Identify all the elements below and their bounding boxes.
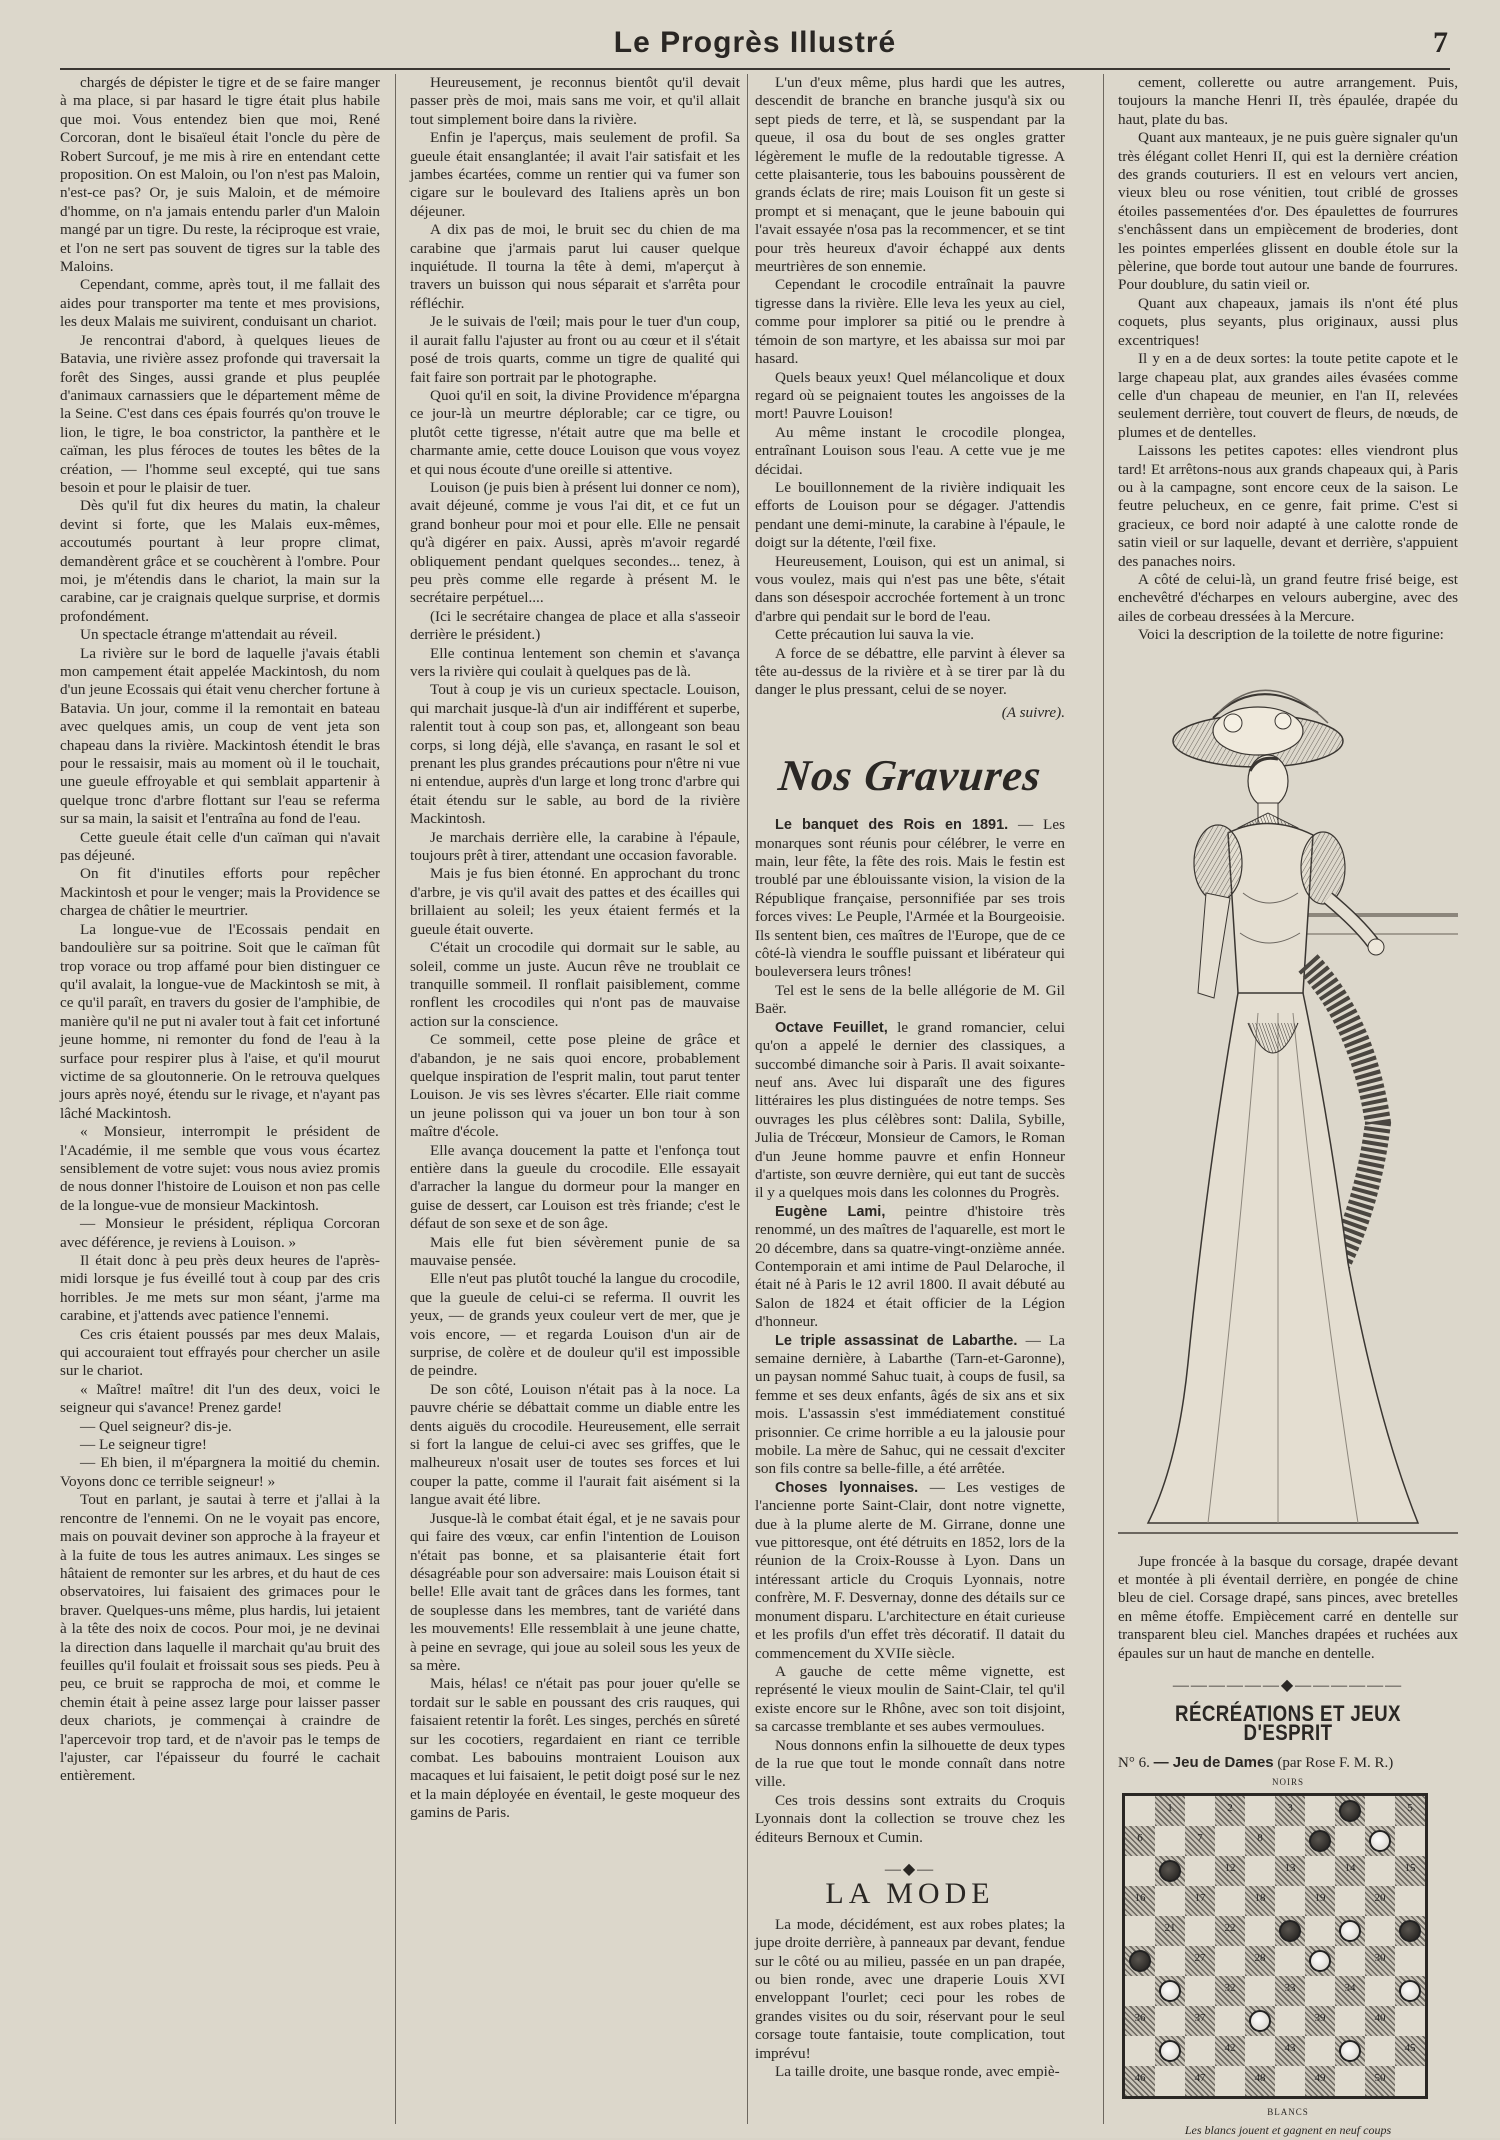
board-square-light bbox=[1185, 1796, 1215, 1826]
board-square-11 bbox=[1155, 1856, 1185, 1886]
gravure-item bbox=[755, 1203, 1065, 1332]
story-paragraph: — Le seigneur tigre! bbox=[80, 1436, 207, 1454]
ornament-divider: ——————◆—————— bbox=[1172, 1677, 1404, 1695]
gravure-text: peintre d'histoire très renommé, un des maîtres de l'aquarelle, est mort le 20 décembre, dans sa quatre-vingt-onzième année. Contemporain et ami intime de Paul Delaroche, il était né à Paris le 12 avril 1800. Il avait débuté au Salon de 1824 et était officier de la Légion d'honneur. bbox=[755, 1202, 1065, 1331]
column-rule bbox=[395, 74, 396, 2124]
story-paragraph: Au même instant le crocodile plongea, entraînant Louison sous l'eau. A cette vue je me décidai. bbox=[755, 423, 1065, 478]
board-square-light bbox=[1335, 2006, 1365, 2036]
board-square-48 bbox=[1245, 2066, 1275, 2096]
story-paragraph: chargés de dépister le tigre et de se faire manger à ma place, si par hasard le tigre était plus habile que moi. Vous entendez bien que moi, René Corcoran, dont le bisaïeul était l'oncle du père de Robert Surcouf, je me mis à rire en entendant cette proposition. On est Maloin, ou l'on n'est pas Maloin, n'est-ce pas? Or, je suis Maloin, et de mémoire d'homme, on n'a jamais entendu parler d'un Maloin mangé par un tigre. Du reste, la réciproque est vraie, et l'on ne sert pas souvent de tigres sur la table des Maloins. bbox=[60, 74, 380, 276]
board-square-21 bbox=[1155, 1916, 1185, 1946]
board-square-light bbox=[1125, 1976, 1155, 2006]
problem-title: — Jeu de Dames bbox=[1153, 1754, 1274, 1772]
board-square-22 bbox=[1215, 1916, 1245, 1946]
board-square-light bbox=[1245, 1856, 1275, 1886]
square-number: 39 bbox=[1314, 2012, 1326, 2025]
board-square-29 bbox=[1305, 1946, 1335, 1976]
problem-number: N° 6. bbox=[1118, 1755, 1150, 1772]
board-square-20 bbox=[1365, 1886, 1395, 1916]
board-square-39 bbox=[1305, 2006, 1335, 2036]
board-square-light bbox=[1155, 2066, 1185, 2096]
board-square-13 bbox=[1275, 1856, 1305, 1886]
white-piece bbox=[1309, 1950, 1331, 1972]
square-number: 43 bbox=[1284, 2042, 1296, 2055]
story-paragraph: Cependant le crocodile entraînait la pauvre tigresse dans la rivière. Elle leva les yeux au ciel, comme pour implorer sa pitié ou le prendre à témoin de son martyre, et les abaissa sur moi par hasard. bbox=[755, 276, 1065, 368]
story-paragraph: Mais elle fut bien sévèrement punie de sa mauvaise pensée. bbox=[410, 1233, 740, 1269]
board-square-28 bbox=[1245, 1946, 1275, 1976]
problem-heading bbox=[1118, 1754, 1458, 1772]
gravure-lead: Le banquet des Rois en 1891. bbox=[775, 817, 1009, 834]
checkers-board bbox=[1122, 1793, 1428, 2099]
square-number: 16 bbox=[1134, 1892, 1146, 1905]
gravure-item bbox=[755, 816, 1065, 982]
square-number: 37 bbox=[1194, 2012, 1206, 2025]
gravure-item bbox=[755, 1019, 1065, 1203]
black-piece bbox=[1279, 1920, 1301, 1942]
board-square-16 bbox=[1125, 1886, 1155, 1916]
to-be-continued: (A suivre). bbox=[1001, 703, 1065, 721]
mode-heading: LA MODE bbox=[825, 1877, 995, 1911]
story-paragraph: (Ici le secrétaire changea de place et alla s'asseoir derrière le président.) bbox=[410, 607, 740, 644]
square-number: 17 bbox=[1194, 1892, 1206, 1905]
board-square-8 bbox=[1245, 1826, 1275, 1856]
fashion-paragraph: A côté de celui-là, un grand feutre frisé beige, est enchevêtré d'écharpes en velours aubergine, avec des ailes de corbeau dressées à la Mercure. bbox=[1118, 570, 1458, 625]
board-square-light bbox=[1275, 1886, 1305, 1916]
board-square-light bbox=[1335, 1826, 1365, 1856]
gravures-heading: Nos Gravures bbox=[776, 751, 1044, 801]
board-square-33 bbox=[1275, 1976, 1305, 2006]
board-square-light bbox=[1245, 1796, 1275, 1826]
gravure-lead: Le triple assassinat de Labarthe. bbox=[775, 1332, 1018, 1349]
story-paragraph: On fit d'inutiles efforts pour repêcher Mackintosh et pour le venger; mais la Providence se chargea de châtier le meurtrier. bbox=[60, 865, 380, 920]
board-square-light bbox=[1365, 2036, 1395, 2066]
gravure-lead: Octave Feuillet, bbox=[775, 1019, 888, 1036]
gravure-text: — La semaine dernière, à Labarthe (Tarn-et-Garonne), un paysan nommé Sahuc tuait, à coups de fusil, sa femme et ses deux enfants, âgés de six ans et six mois. L'assassin s'est immédiatement constitué prisonnier. Ce crime horrible a eu la jalousie pour mobile. La mère de Sahuc, qui ne cessait d'exciter son fils contre sa belle-fille, a été arrêtée. bbox=[755, 1331, 1065, 1478]
board-square-31 bbox=[1155, 1976, 1185, 2006]
black-piece bbox=[1339, 1800, 1361, 1822]
board-square-44 bbox=[1335, 2036, 1365, 2066]
board-square-light bbox=[1215, 1886, 1245, 1916]
problem-author: (par Rose F. M. R.) bbox=[1277, 1755, 1394, 1772]
fashion-paragraph: Voici la description de la toilette de notre figurine: bbox=[1138, 626, 1444, 644]
fashion-column bbox=[1118, 74, 1458, 2138]
square-number: 8 bbox=[1257, 1832, 1263, 1845]
story-paragraph: Tout en parlant, je sautai à terre et j'allai à la rencontre de l'ennemi. On ne le voyait pas encore, mais on pouvait deviner son approche à la frayeur et à la fuite de tous les autres animaux. Les singes se hâtaient de remonter sur les arbres, et du haut de ces observatoires, lui faisaient des grimaces pour le braver. Quelques-uns même, plus hardis, lui jetaient à la tête des noix de cocos. Pour moi, je ne devinai la direction dans laquelle il marchait qu'au bruit des feuilles qu'il foulait et froissait sous ses pieds. Peu à peu, ce bruit se rapprocha de moi, et comme le chemin était à peine assez large pour laisser passer deux chariots, je commençai à craindre de l'apercevoir trop tard, et de n'avoir pas le temps de l'ajuster, car l'épaisseur du fourré le cachait entièrement. bbox=[60, 1491, 380, 1785]
story-paragraph: Cette précaution lui sauva la vie. bbox=[775, 626, 975, 644]
black-side-label: NOIRS bbox=[1271, 1776, 1304, 1787]
square-number: 19 bbox=[1314, 1892, 1326, 1905]
gravure-text: le grand romancier, celui qu'on a appelé le dernier des classiques, a succombé dimanche soir à Paris. Il avait soixante-neuf ans. Avec lui disparaît une des figures littéraires les plus distinguées de notre temps. Ses ouvrages les plus célèbres sont: Dalila, Sybille, Julia de Trécœur, Monsieur de Camors, le Roman d'un Jeune homme pauvre et enfin Honneur d'artiste, son œuvre dernière, qui eut tant de succès il y a quelques mois dans les colonnes du Progrès. bbox=[755, 1018, 1065, 1202]
fashion-paragraph: Laissons les petites capotes: elles viendront plus tard! Et arrêtons-nous aux grands chapeaux qui, à Paris ou à la campagne, sont encore ceux de la saison. Le feutre pelucheux, en ce genre, fait prime. C'est si gracieux, ce bord noir adapté à une calotte ronde de satin vieil or sur laquelle, devant et derrière, s'appuient des panaches noirs. bbox=[1118, 442, 1458, 570]
board-square-light bbox=[1215, 2006, 1245, 2036]
board-square-light bbox=[1185, 2036, 1215, 2066]
square-number: 42 bbox=[1224, 2042, 1236, 2055]
story-paragraph: Tout à coup je vis un curieux spectacle. Louison, qui marchait jusque-là d'un air indifférent et superbe, ralentit tout à coup son pas, et, allongeant son beau corps, si long déjà, elle s'avança, en rasant le sol et prenant les plus grandes précautions pour n'être ni vue ni entendue, auprès d'un large et long tronc d'arbre qui était étendu sur le sable, au bord de la rivière Mackintosh. bbox=[410, 681, 741, 828]
black-piece bbox=[1309, 1830, 1331, 1852]
board-square-47 bbox=[1185, 2066, 1215, 2096]
story-paragraph: Mais je fus bien étonné. En approchant du tronc d'arbre, je vis qu'il avait des pattes et des écailles qui brillaient au soleil; les yeux étaient fermés et la gueule était ouverte. bbox=[410, 865, 740, 938]
story-column-3 bbox=[755, 74, 1065, 2124]
board-square-24 bbox=[1335, 1916, 1365, 1946]
story-paragraph: Elle continua lentement son chemin et s'avança vers la rivière qui coulait à quelques pas de là. bbox=[410, 644, 740, 680]
story-paragraph: Elle n'eut pas plutôt touché la langue du crocodile, que la gueule de celui-ci se referma. Il ouvrit les yeux, — de grands yeux couleur vert de mer, que je vois encore, — et regarda Louison d'un air de surprise, de colère et de douleur qu'il est impossible de peindre. bbox=[410, 1270, 740, 1380]
gravure-text: — Les vestiges de l'ancienne porte Saint-Clair, dont notre vignette, due à la plume alerte de M. Girrane, donne une vue pittoresque, ont été détruits en 1852, lors de la réunion de la Croix-Rousse à Lyon. Dans un intéressant article du Croquis Lyonnais, notre confrère, M. F. Desvernay, donne des détails sur ce monument disparu. L'architecture en était curieuse et les profils d'un effet très décoratif. Il datait du commencement du XVIIe siècle. bbox=[755, 1478, 1065, 1662]
board-square-40 bbox=[1365, 2006, 1395, 2036]
board-square-26 bbox=[1125, 1946, 1155, 1976]
figure-caption: Jupe froncée à la basque du corsage, drapée devant et montée à pli éventail derrière, en pongée de chine bleu de ciel. Corsage drapé, sans pinces, avec bretelles en même étoffe. Empiècement carré en dentelle sur transparent bleu ciel. Manches drapées et ruchées aux épaules sur un haut de manche en dentelle. bbox=[1118, 1553, 1458, 1662]
story-column-1 bbox=[60, 74, 380, 2124]
gravure-lead: Choses lyonnaises. bbox=[775, 1479, 919, 1496]
board-square-light bbox=[1395, 2066, 1425, 2096]
board-square-light bbox=[1155, 1826, 1185, 1856]
board-square-light bbox=[1185, 1856, 1215, 1886]
story-paragraph: Je rencontrai d'abord, à quelques lieues de Batavia, une rivière assez profonde qui traversait la forêt des Singes, aussi grande et plus peuplée d'animaux carnassiers que le département même de la Seine. C'est dans ces épais fourrés qu'on trouve le lion, le tigre, le boa constrictor, la panthère et le caïman, les plus féroces de toutes les bêtes de la création, — l'homme seul excepté, qui tue sans besoin et pour le plaisir de tuer. bbox=[60, 331, 380, 496]
square-number: 12 bbox=[1224, 1862, 1236, 1875]
board-square-light bbox=[1365, 1976, 1395, 2006]
gravure-item bbox=[755, 1332, 1065, 1479]
square-number: 1 bbox=[1167, 1802, 1173, 1815]
board-square-36 bbox=[1125, 2006, 1155, 2036]
board-square-light bbox=[1125, 2036, 1155, 2066]
board-square-light bbox=[1365, 1916, 1395, 1946]
story-paragraph: Enfin je l'aperçus, mais seulement de profil. Sa gueule était ensanglantée; il avait l'air satisfait et les jambes écartées, comme un rentier qui va fumer son cigare sur le boulevard des Italiens après un bon déjeuner. bbox=[410, 129, 740, 220]
story-paragraph: Un spectacle étrange m'attendait au réveil. bbox=[80, 626, 338, 644]
story-column-2 bbox=[410, 74, 740, 2124]
newspaper-title: Le Progrès Illustré bbox=[613, 26, 897, 59]
square-number: 3 bbox=[1287, 1802, 1293, 1815]
square-number: 46 bbox=[1134, 2072, 1146, 2085]
board-square-38 bbox=[1245, 2006, 1275, 2036]
fashion-figure-illustration bbox=[1118, 663, 1458, 1543]
recreations-heading: RÉCRÉATIONS ET JEUX D'ESPRIT bbox=[1175, 1701, 1401, 1745]
board-square-1 bbox=[1155, 1796, 1185, 1826]
page-header bbox=[60, 18, 1450, 70]
square-number: 49 bbox=[1314, 2072, 1326, 2085]
board-square-10 bbox=[1365, 1826, 1395, 1856]
board-square-18 bbox=[1245, 1886, 1275, 1916]
white-piece bbox=[1159, 1980, 1181, 2002]
square-number: 27 bbox=[1194, 1952, 1206, 1965]
board-square-light bbox=[1305, 2036, 1335, 2066]
story-paragraph: Il était donc à peu près deux heures de l'après-midi lorsque je fus éveillé tout à coup par des cris horribles. Je me mets sur mon séant, j'arme ma carabine, et j'attends avec patience l'ennemi. bbox=[60, 1252, 380, 1325]
story-paragraph: « Maître! maître! dit l'un des deux, voici le seigneur qui s'avance! Prenez garde! bbox=[60, 1380, 380, 1417]
square-number: 14 bbox=[1344, 1862, 1356, 1875]
board-square-light bbox=[1275, 2006, 1305, 2036]
story-paragraph: L'un d'eux même, plus hardi que les autres, descendit de branche en branche jusqu'à six ou sept pieds de terre, et là, se suspendant par la queue, il osa du bout de ses ongles gratter légèrement le mufle de la redoutable tigresse. A cette plaisanterie, tous les babouins poussèrent de grands éclats de rire; mais Louison fit un geste si prompt et si menaçant, que le jeune babouin qui l'avait essayée n'osa pas la recommencer, et se tint pour très heureux d'avoir échappé aux dents meurtrières de son ennemie. bbox=[755, 74, 1065, 276]
gravure-text: A gauche de cette même vignette, est représenté le vieux moulin de Saint-Clair, tel qu'il existe encore sur le Rhône, avec son toit disjoint, sa carcasse tremblante et ses aubes vermoulues. bbox=[755, 1662, 1065, 1736]
board-square-light bbox=[1335, 1886, 1365, 1916]
board-square-50 bbox=[1365, 2066, 1395, 2096]
story-paragraph: A force de se débattre, elle parvint à élever sa tête au-dessus de la rivière et à se tirer par là du danger le plus pressant, celui de se noyer. bbox=[755, 644, 1065, 699]
square-number: 32 bbox=[1224, 1982, 1236, 1995]
board-square-49 bbox=[1305, 2066, 1335, 2096]
fashion-paragraph: Quant aux manteaux, je ne puis guère signaler qu'un très élégant collet Henri II, qui est la dernière création des grands couturiers. Il est en velours vert ancien, vieux bleu ou rose vénitien, tout criblé de grosses étoiles passementées d'or. Des épaulettes de fourrures s'enchâssent dans un empiècement de broderies, dont les pointes emperlées glissent en double étole sur la pèlerine, que borde tout autour une bande de fourrures. Pour doublure, du satin vieil or. bbox=[1118, 129, 1458, 294]
board-square-light bbox=[1365, 1856, 1395, 1886]
mode-text bbox=[755, 1916, 1065, 2082]
fashion-paragraph: cement, collerette ou autre arrangement. Puis, toujours la manche Henri II, très épaulée, drapée du haut, plate du bas. bbox=[1118, 74, 1458, 128]
problem-instruction: Les blancs jouent et gagnent en neuf coups bbox=[1184, 2123, 1392, 2138]
board-square-light bbox=[1215, 1826, 1245, 1856]
square-number: 22 bbox=[1224, 1922, 1236, 1935]
board-square-15 bbox=[1395, 1856, 1425, 1886]
gravure-item bbox=[755, 1663, 1065, 1737]
gravure-text: Ces trois dessins sont extraits du Croquis Lyonnais dont la collection se trouve chez les éditeurs Bernoux et Cumin. bbox=[755, 1791, 1065, 1846]
board-square-25 bbox=[1395, 1916, 1425, 1946]
gravure-item bbox=[755, 1737, 1065, 1792]
white-piece bbox=[1339, 1920, 1361, 1942]
board-square-light bbox=[1305, 1856, 1335, 1886]
ornament-divider: —◆— bbox=[884, 1860, 936, 1878]
gravure-item bbox=[755, 1792, 1065, 1847]
white-side-label: BLANCS bbox=[1267, 2107, 1309, 2118]
square-number: 6 bbox=[1137, 1832, 1143, 1845]
board-square-light bbox=[1155, 2006, 1185, 2036]
story-paragraph: La rivière sur le bord de laquelle j'avais établi mon campement était appelée Mackintosh, du nom d'un jeune Ecossais qui était venu chercher fortune à Batavia. Un jour, comme il la remontait en bateau avec quelques amis, un coup de vent jeta son chapeau dans la rivière. Mackintosh étendit le bras pour le ressaisir, mais au moment où il le touchait, une gueule effroyable et qui semblait appartenir à quelque tronc d'arbre flottant sur l'eau se referma sur sa main, la saisit et l'entraîna au fond de l'eau. bbox=[60, 644, 380, 828]
fashion-paragraph: Quant aux chapeaux, jamais ils n'ont été plus coquets, plus seyants, plus originaux, aussi plus excentriques! bbox=[1118, 294, 1458, 349]
board-square-light bbox=[1365, 1796, 1395, 1826]
woman-in-dress-image bbox=[1118, 663, 1458, 1543]
board-square-light bbox=[1395, 1886, 1425, 1916]
board-square-light bbox=[1245, 1916, 1275, 1946]
board-square-light bbox=[1335, 2066, 1365, 2096]
square-number: 13 bbox=[1284, 1862, 1296, 1875]
story-paragraph: Heureusement, Louison, qui est un animal, si vous voulez, mais qui n'est pas une bête, s'était dans son désespoir accrochée fortement à un tronc d'arbre qui pendait sur le bord de l'eau. bbox=[755, 552, 1065, 625]
board-square-light bbox=[1245, 1976, 1275, 2006]
board-square-27 bbox=[1185, 1946, 1215, 1976]
gravure-text: Tel est le sens de la belle allégorie de M. Gil Baër. bbox=[755, 981, 1065, 1018]
board-square-43 bbox=[1275, 2036, 1305, 2066]
black-piece bbox=[1399, 1920, 1421, 1942]
square-number: 30 bbox=[1374, 1952, 1386, 1965]
story-paragraph: A dix pas de moi, le bruit sec du chien de ma carabine que j'armais parut lui causer quelque inquiétude. Il tourna la tête à demi, m'aperçut à travers un buisson qui nous séparait et s'arrêta pour réfléchir. bbox=[410, 221, 740, 312]
board-square-45 bbox=[1395, 2036, 1425, 2066]
white-piece bbox=[1249, 2010, 1271, 2032]
square-number: 33 bbox=[1284, 1982, 1296, 1995]
white-piece bbox=[1369, 1830, 1391, 1852]
story-paragraph: Jusque-là le combat était égal, et je ne savais pour qui faire des vœux, car enfin l'intention de Louison n'était pas bonne, et sa plaisanterie était fort désagréable pour son adversaire: mais Louison était si belle! Elle avait tant de grâces dans les formes, tant de souplesse dans les membres, tant de variété dans les mouvements! Elle ressemblait à une jeune chatte, à peine en sevrage, qui joue au soleil sous les yeux de sa mère. bbox=[410, 1509, 740, 1674]
column-rule bbox=[1103, 74, 1104, 2124]
story-paragraph: Louison (je puis bien à présent lui donner ce nom), avait déjeuné, comme je vous l'ai dit, et ce fut un grand bonheur pour moi et pour elle. Elle ne pensait qu'à digérer en paix. Aussi, après m'avoir regardé obliquement pendant quelques secondes... tenez, à peu près comme elle regarde à présent M. le secrétaire perpétuel.... bbox=[410, 478, 740, 607]
story-paragraph: Le bouillonnement de la rivière indiquait les efforts de Louison pour se dégager. J'attendis pendant une demi-minute, la carabine à l'épaule, le doigt sur la détente, l'œil fixe. bbox=[755, 478, 1065, 552]
story-paragraph: Cette gueule était celle d'un caïman qui n'avait pas déjeuné. bbox=[60, 828, 380, 865]
story-paragraph: Je marchais derrière elle, la carabine à l'épaule, toujours prêt à tirer, attendant une occasion favorable. bbox=[410, 828, 740, 865]
story-paragraph: Ces cris étaient poussés par mes deux Malais, qui accouraient tout effrayés pour chercher un asile sur le chariot. bbox=[60, 1325, 380, 1380]
board-square-light bbox=[1395, 2006, 1425, 2036]
board-square-34 bbox=[1335, 1976, 1365, 2006]
story-paragraph: Cependant, comme, après tout, il me fallait des aides pour transporter ma tente et mes provisions, les deux Malais me suivirent, conduisant un chariot. bbox=[60, 276, 380, 331]
story-paragraph: Dès qu'il fut dix heures du matin, la chaleur devint si forte, que les Malais eux-mêmes, accoutumés pourtant à leur propre climat, demandèrent grâce et se couchèrent à l'ombre. Pour moi, je m'étendis dans le chariot, la main sur la carabine, car je craignais quelque surprise, et dormis profondément. bbox=[60, 497, 380, 625]
board-square-46 bbox=[1125, 2066, 1155, 2096]
board-square-37 bbox=[1185, 2006, 1215, 2036]
mode-paragraph: La taille droite, une basque ronde, avec empiè- bbox=[775, 2063, 1060, 2081]
board-square-light bbox=[1125, 1916, 1155, 1946]
fashion-paragraph: Il y en a de deux sortes: la toute petite capote et le large chapeau plat, aux grandes ailes évasées comme celle d'un chapeau de meunier, en l'an II, relevées seulement derrière, tout couvert de fleurs, de nœuds, de plumes et de dentelles. bbox=[1118, 350, 1458, 441]
board-square-2 bbox=[1215, 1796, 1245, 1826]
story-paragraph: Heureusement, je reconnus bientôt qu'il devait passer près de moi, mais sans me voir, et qu'il allait tout simplement boire dans la rivière. bbox=[410, 74, 740, 128]
square-number: 20 bbox=[1374, 1892, 1386, 1905]
white-piece bbox=[1339, 2040, 1361, 2062]
board-square-4 bbox=[1335, 1796, 1365, 1826]
square-number: 5 bbox=[1407, 1802, 1413, 1815]
story-paragraph: Elle avança doucement la patte et l'enfonça tout entière dans la gueule du crocodile. Elle essayait d'arracher la langue du dormeur pour la manger en guise de dessert, car Louison est très friande; c'est le défaut de son sexe et de son âge. bbox=[410, 1141, 740, 1233]
board-square-light bbox=[1335, 1946, 1365, 1976]
board-square-light bbox=[1215, 2066, 1245, 2096]
board-square-6 bbox=[1125, 1826, 1155, 1856]
white-piece bbox=[1399, 1980, 1421, 2002]
story-paragraph: De son côté, Louison n'était pas à la noce. La pauvre chérie se débattait comme un diable entre les dents aiguës du crocodile. Heureusement, elle serrait si fort la langue de celui-ci avec ses griffes, que le malheureux n'osait user de toutes ses forces et lui couper la patte, comme il l'aurait fait aisément si la langue avait été libre. bbox=[410, 1380, 740, 1509]
board-square-light bbox=[1125, 1856, 1155, 1886]
square-number: 34 bbox=[1344, 1982, 1356, 1995]
story-paragraph: C'était un crocodile qui dormait sur le sable, au soleil, comme un juste. Aucun rêve ne troublait ce tranquille sommeil. Il ronflait paisiblement, comme ronflent les crocodiles qui n'ont pas de mauvaise action sur la conscience. bbox=[410, 939, 740, 1030]
board-square-14 bbox=[1335, 1856, 1365, 1886]
board-square-light bbox=[1305, 1976, 1335, 2006]
story-paragraph: Je le suivais de l'œil; mais pour le tuer d'un coup, il aurait fallu l'ajuster au front ou au cœur et il s'était posé de trois quarts, comme un tigre de qualité qui fait faire son portrait par le photographe. bbox=[410, 313, 740, 386]
board-square-3 bbox=[1275, 1796, 1305, 1826]
board-square-light bbox=[1185, 1976, 1215, 2006]
square-number: 40 bbox=[1374, 2012, 1386, 2025]
story-paragraph: — Quel seigneur? dis-je. bbox=[80, 1417, 232, 1435]
board-square-light bbox=[1275, 1946, 1305, 1976]
square-number: 18 bbox=[1254, 1892, 1266, 1905]
board-square-9 bbox=[1305, 1826, 1335, 1856]
square-number: 28 bbox=[1254, 1952, 1266, 1965]
square-number: 47 bbox=[1194, 2072, 1206, 2085]
white-piece bbox=[1159, 2040, 1181, 2062]
board-square-7 bbox=[1185, 1826, 1215, 1856]
board-square-light bbox=[1305, 1916, 1335, 1946]
board-square-12 bbox=[1215, 1856, 1245, 1886]
board-square-light bbox=[1215, 1946, 1245, 1976]
square-number: 50 bbox=[1374, 2072, 1386, 2085]
gravure-lead: Eugène Lami, bbox=[775, 1203, 886, 1220]
board-square-32 bbox=[1215, 1976, 1245, 2006]
square-number: 2 bbox=[1227, 1802, 1233, 1815]
story-paragraph: Ce sommeil, cette pose pleine de grâce et d'abandon, je ne sais quoi encore, probablement quelque inspiration de l'esprit malin, tout parut tenter Louison. Je vis ses lèvres s'écarter. Elle riait comme un jeune polisson qui va jouer un bon tour à son maître d'école. bbox=[410, 1031, 740, 1141]
board-square-light bbox=[1395, 1826, 1425, 1856]
square-number: 7 bbox=[1197, 1832, 1203, 1845]
board-square-42 bbox=[1215, 2036, 1245, 2066]
square-number: 36 bbox=[1134, 2012, 1146, 2025]
board-square-light bbox=[1395, 1946, 1425, 1976]
story-paragraph: La longue-vue de l'Ecossais pendait en bandoulière sur sa poitrine. Soit que le caïman fût trop vorace ou trop affamé pour bien distinguer ce qu'il avalait, la longue-vue de Mackintosh se mit, à ce qu'il paraît, en travers du gosier de l'amphibie, de manière qu'il ne put ni avaler tout à fait cet infortuné jeune homme, ni remonter du fond de l'eau à la surface pour respirer plus à l'aise, et qu'il mourut victime de sa gloutonnerie. On le retrouva quelques jours après noyé, étendu sur le rivage, et n'ayant pas lâché Mackintosh. bbox=[60, 920, 380, 1122]
mode-paragraph: La mode, décidément, est aux robes plates; la jupe droite derrière, à panneaux par devant, fendue sur le côté ou au milieu, passée en un pan drapée, ou bien ronde, avec une draperie Louis XVI enveloppant l'ourlet; ceci pour les robes de grandes visites ou du soir, réservant pour le seul corsage toute fantaisie, toute complication, tout imprévu! bbox=[755, 1915, 1065, 2062]
board-square-light bbox=[1275, 2066, 1305, 2096]
board-square-light bbox=[1275, 1826, 1305, 1856]
board-square-23 bbox=[1275, 1916, 1305, 1946]
board-square-light bbox=[1155, 1946, 1185, 1976]
board-square-light bbox=[1185, 1916, 1215, 1946]
board-square-light bbox=[1125, 1796, 1155, 1826]
square-number: 45 bbox=[1404, 2042, 1416, 2055]
board-square-35 bbox=[1395, 1976, 1425, 2006]
gravure-item bbox=[755, 1479, 1065, 1663]
story-paragraph: — Eh bien, il m'épargnera la moitié du chemin. Voyons donc ce terrible seigneur! » bbox=[60, 1454, 380, 1490]
board-square-19 bbox=[1305, 1886, 1335, 1916]
board-square-30 bbox=[1365, 1946, 1395, 1976]
black-piece bbox=[1159, 1860, 1181, 1882]
gravure-text: Nous donnons enfin la silhouette de deux types de la rue que tout le monde connaît dans notre ville. bbox=[755, 1736, 1065, 1791]
story-paragraph: « Monsieur, interrompit le président de l'Académie, il me semble que vous vous écartez sensiblement de votre sujet: vous nous aviez promis de nous donner l'histoire de Louison et non pas celle de la longue-vue de monsieur Mackintosh. bbox=[60, 1123, 380, 1214]
square-number: 21 bbox=[1164, 1922, 1176, 1935]
story-paragraph: Quoi qu'il en soit, la divine Providence m'épargna ce jour-là un meurtre déplorable; car ce tigre, ou plutôt cette tigresse, n'était autre que ma belle et charmante amie, cette douce Louison que vous voyez et qui nous écoute d'une oreille si attentive. bbox=[410, 386, 740, 478]
board-square-light bbox=[1245, 2036, 1275, 2066]
story-paragraph: Mais, hélas! ce n'était pas pour jouer qu'elle se tordait sur le sable en poussant des cris rauques, qui faisaient retentir la forêt. Les singes, perchés en sûreté sur les cocotiers, regardaient en riant ce terrible combat. Les babouins montraient Louison aux macaques et lui faisaient, le petit doigt posé sur le nez et la main déployée en éventail, le geste moqueur des gamins de Paris. bbox=[410, 1675, 740, 1822]
column-rule bbox=[747, 74, 748, 2124]
page-number: 7 bbox=[1433, 26, 1448, 59]
gravure-item bbox=[755, 982, 1065, 1019]
black-piece bbox=[1129, 1950, 1151, 1972]
story-paragraph: Quels beaux yeux! Quel mélancolique et doux regard où se peignaient toutes les angoisses de la mort! Pauvre Louison! bbox=[755, 368, 1065, 423]
story-paragraph: — Monsieur le président, répliqua Corcoran avec déférence, je reviens à Louison. » bbox=[60, 1215, 380, 1251]
gravures-list bbox=[755, 816, 1065, 1847]
square-number: 48 bbox=[1254, 2072, 1266, 2085]
gravure-text: — Les monarques sont réunis pour célébrer, le verre en main, leur fête, la fête des rois. Mais le festin est troublé par une éblouissante vision, la vision de la République française, personnifiée par ses trois forces vives: Le Peuple, l'Armée et la Bourgeoisie. Ils sentent bien, ces maîtres de l'Europe, que de ce côté-là viendra le souffle puissant et libérateur qui bouleversera leurs trônes! bbox=[755, 816, 1065, 981]
board-square-41 bbox=[1155, 2036, 1185, 2066]
square-number: 15 bbox=[1404, 1862, 1416, 1875]
board-square-5 bbox=[1395, 1796, 1425, 1826]
board-square-light bbox=[1305, 1796, 1335, 1826]
board-square-light bbox=[1155, 1886, 1185, 1916]
board-square-17 bbox=[1185, 1886, 1215, 1916]
